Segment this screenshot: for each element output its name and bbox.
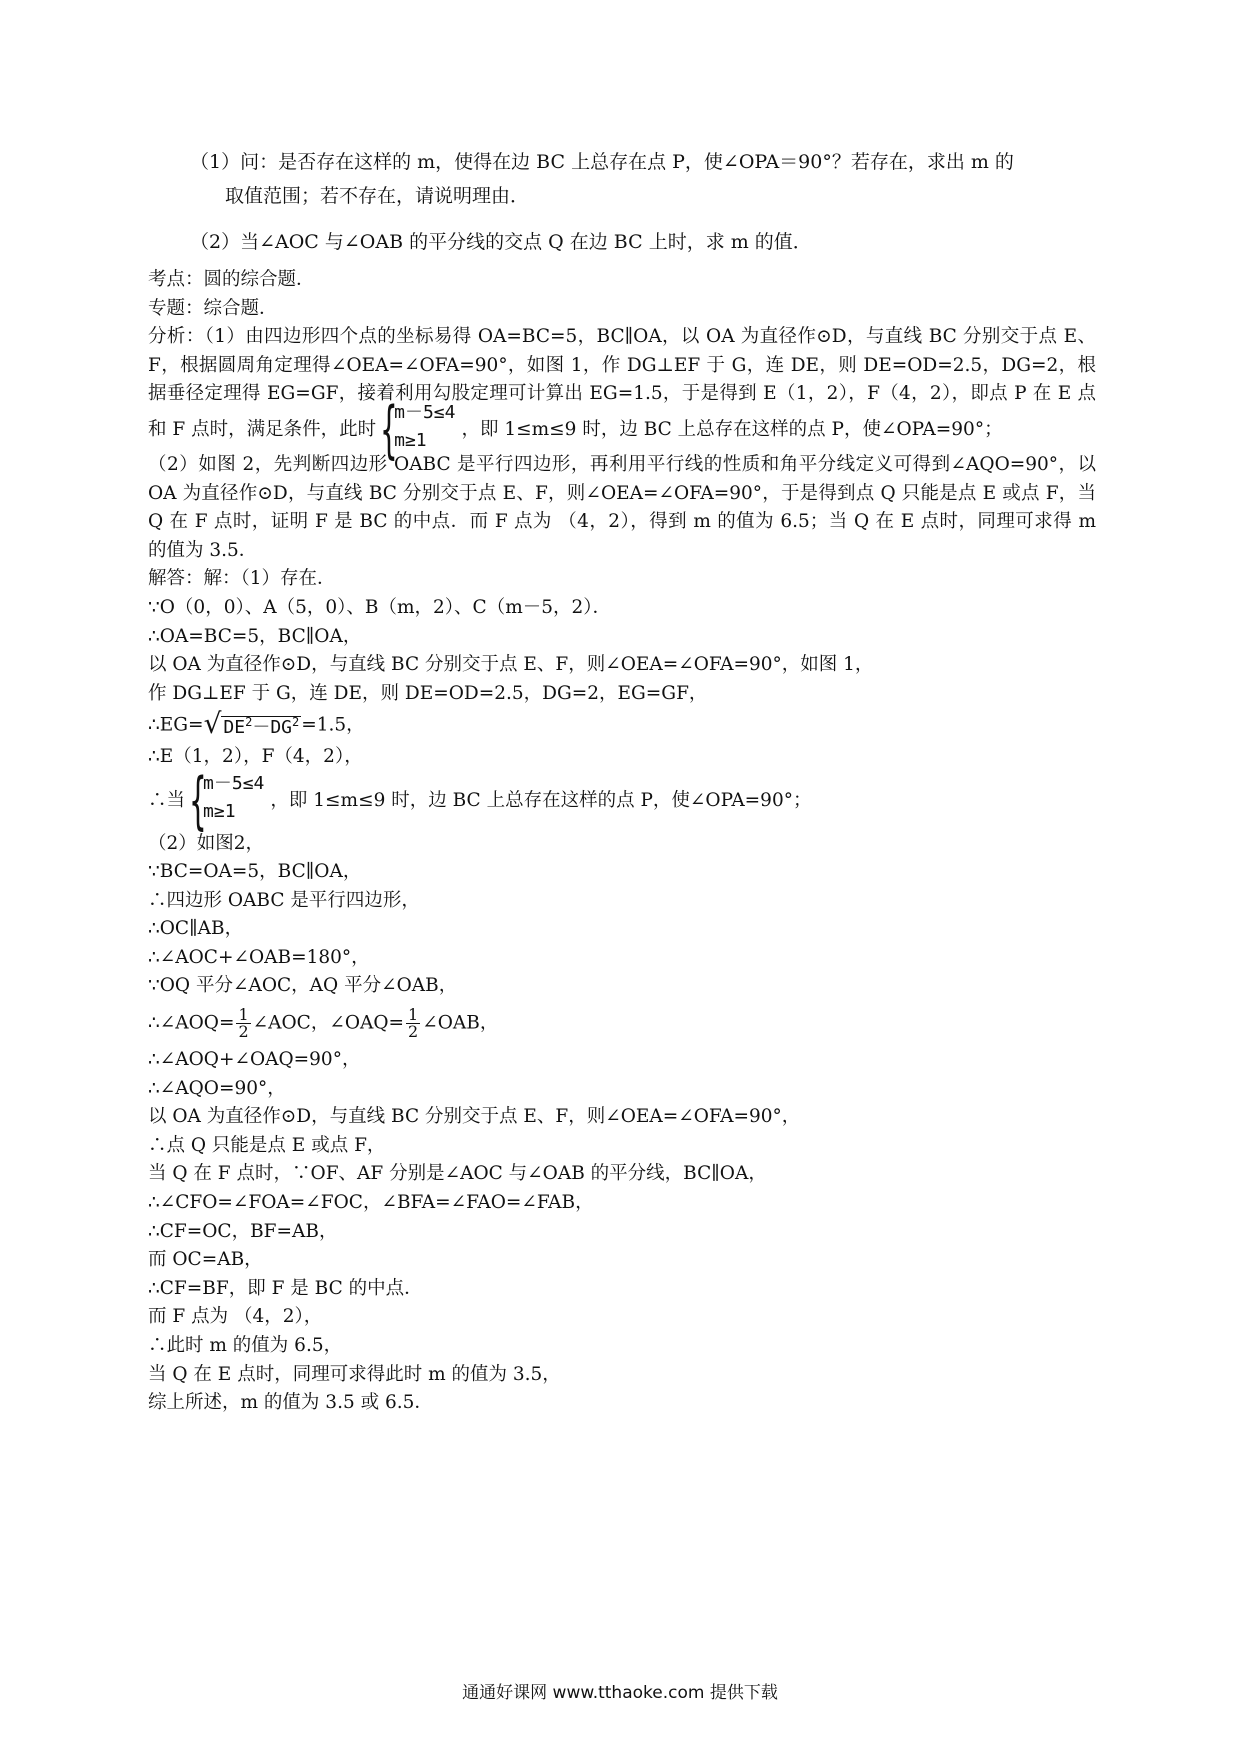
square-root bbox=[204, 708, 302, 743]
brace-icon: { bbox=[189, 763, 207, 837]
page-footer: 通通好课网 www.tthaoke.com 提供下载 bbox=[462, 1683, 778, 1703]
eg-result: =1.5， bbox=[301, 714, 365, 736]
question-part-1 bbox=[190, 145, 1095, 213]
fraction-denominator: 2 bbox=[408, 1022, 419, 1042]
solution-line: 解答：解：（1）存在． bbox=[148, 568, 336, 590]
analysis-text-b: ，即 1≤m≤9 时，边 BC 上总存在这样的点 P，使∠OPA=90°； bbox=[461, 418, 1003, 440]
solution-line: 作 DG⊥EF 于 G，连 DE，则 DE=OD=2.5，DG=2，EG=GF， bbox=[148, 682, 708, 704]
fraction-denominator: 2 bbox=[238, 1022, 249, 1042]
solution-content bbox=[148, 266, 1096, 1418]
solution-line: ∴点 Q 只能是点 E 或点 F， bbox=[148, 1134, 386, 1156]
oaq-label: ∠AOC，∠OAQ= bbox=[252, 1012, 405, 1034]
solution-line: （2）如图2， bbox=[148, 832, 265, 854]
solution-line: 以 OA 为直径作⊙D，与直线 BC 分别交于点 E、F，则∠OEA=∠OFA=90°， bbox=[148, 1106, 801, 1128]
solution-line: ∴CF=OC，BF=AB， bbox=[148, 1220, 338, 1242]
condition-text: ，即 1≤m≤9 时，边 BC 上总存在这样的点 P，使∠OPA=90°； bbox=[270, 789, 812, 811]
solution-line: 以 OA 为直径作⊙D，与直线 BC 分别交于点 E、F，则∠OEA=∠OFA=90°，如图 1， bbox=[148, 654, 874, 676]
inequality-row-2: m≥1 bbox=[203, 800, 236, 822]
solution-line: ∴OC∥AB， bbox=[148, 918, 244, 940]
solution-line: 当 Q 在 E 点时，同理可求得此时 m 的值为 3.5， bbox=[148, 1363, 561, 1385]
fraction-one-half bbox=[406, 1007, 420, 1040]
solution-line: ∴∠AQO=90°， bbox=[148, 1077, 286, 1099]
solution-line: 而 OC=AB， bbox=[148, 1249, 263, 1271]
solution-line: ∵OQ 平分∠AOC，AQ 平分∠OAB， bbox=[148, 975, 458, 997]
fraction-line bbox=[148, 1007, 1096, 1040]
condition-prefix: ∴当 bbox=[148, 789, 186, 811]
solution-line: 而 F 点为 （4，2）， bbox=[148, 1306, 323, 1328]
analysis-text-a: 分析：（1）由四边形四个点的坐标易得 OA=BC=5，BC∥OA，以 OA 为直径作⊙D，与直线 BC 分别交于点 E、F，根据圆周角定理得∠OEA=∠OFA=90°，如图 1，作 DG⊥EF 于 G，连 DE，则 DE=OD=2.5，DG=2，根据垂径定理得 EG=GF，接着利用勾股定理可计算出 EG=1.5，于是得到 E（1，2），F（4，2），即点 P 在 E 点和 F 点时，满足条件，此时 bbox=[148, 326, 1096, 440]
solution-line: ∴OA=BC=5，BC∥OA， bbox=[148, 625, 362, 647]
condition-line bbox=[148, 763, 1096, 837]
radicand bbox=[221, 716, 301, 738]
solution-line: 当 Q 在 F 点时，∵OF、AF 分别是∠AOC 与∠OAB 的平分线，BC∥OA， bbox=[148, 1163, 767, 1185]
brace-icon: { bbox=[380, 392, 398, 466]
solution-line: ∵BC=OA=5，BC∥OA， bbox=[148, 861, 362, 883]
fraction-one-half bbox=[236, 1007, 250, 1040]
radical-icon: √ bbox=[203, 707, 222, 741]
fraction-numerator: 1 bbox=[408, 1005, 419, 1025]
inequality-row-1: m－5≤4 bbox=[203, 772, 265, 794]
solution-line: 综上所述，m 的值为 3.5 或 6.5． bbox=[148, 1392, 433, 1414]
fraction-numerator: 1 bbox=[238, 1005, 249, 1025]
zhuanti-line: 专题：综合题． bbox=[148, 297, 278, 319]
aoq-label: ∴∠AOQ= bbox=[148, 1012, 235, 1034]
solution-line: ∴∠AOC+∠OAB=180°， bbox=[148, 946, 370, 968]
inequality-system bbox=[380, 392, 456, 466]
kaodian-line: 考点：圆的综合题． bbox=[148, 269, 315, 290]
inequality-row-1: m－5≤4 bbox=[394, 401, 456, 423]
oab-label: ∠OAB， bbox=[422, 1012, 499, 1034]
analysis-part-1 bbox=[148, 323, 1096, 466]
question-part-1-text: （1）问：是否存在这样的 m，使得在边 BC 上总存在点 P，使∠OPA＝90°？若存在，求出 m 的 bbox=[190, 151, 1014, 173]
exponent: 2 bbox=[292, 715, 300, 730]
solution-line: ∴E（1，2），F（4，2）， bbox=[148, 745, 363, 767]
solution-line: ∴∠AOQ+∠OAQ=90°， bbox=[148, 1049, 361, 1071]
inequality-row-2: m≥1 bbox=[394, 429, 427, 451]
analysis-part-2: （2）如图 2，先判断四边形 OABC 是平行四边形，再利用平行线的性质和角平分线定义可得到∠AQO=90°，以 OA 为直径作⊙D，与直线 BC 分别交于点 E、F，则∠OEA=∠OFA=90°，于是得到点 Q 只能是点 E 或点 F，当 Q 在 F 点时，证明 F 是 BC 的中点．而 F 点为 （4，2），得到 m 的值为 6.5；当 Q 在 E 点时，同理可求得 m 的值为 3.5． bbox=[148, 453, 1096, 561]
eg-formula-line bbox=[148, 708, 1096, 743]
solution-line: ∵O（0，0）、A（5，0）、B（m，2）、C（m－5，2）． bbox=[148, 596, 612, 618]
solution-line: ∴CF=BF，即 F 是 BC 的中点． bbox=[148, 1277, 423, 1299]
solution-line: ∴此时 m 的值为 6.5， bbox=[148, 1335, 343, 1356]
question-part-1-continuation: 取值范围；若不存在，请说明理由． bbox=[225, 185, 530, 207]
exponent: 2 bbox=[245, 715, 253, 730]
solution-line: ∴∠CFO=∠FOA=∠FOC，∠BFA=∠FAO=∠FAB， bbox=[148, 1192, 594, 1214]
radicand-term-1: DE bbox=[223, 717, 246, 739]
eg-label: ∴EG= bbox=[148, 714, 204, 736]
question-part-2: （2）当∠AOC 与∠OAB 的平分线的交点 Q 在边 BC 上时，求 m 的值． bbox=[190, 231, 812, 253]
solution-line: ∴四边形 OABC 是平行四边形， bbox=[148, 889, 420, 911]
radicand-term-2: －DG bbox=[252, 717, 293, 739]
inequality-system bbox=[189, 763, 265, 837]
